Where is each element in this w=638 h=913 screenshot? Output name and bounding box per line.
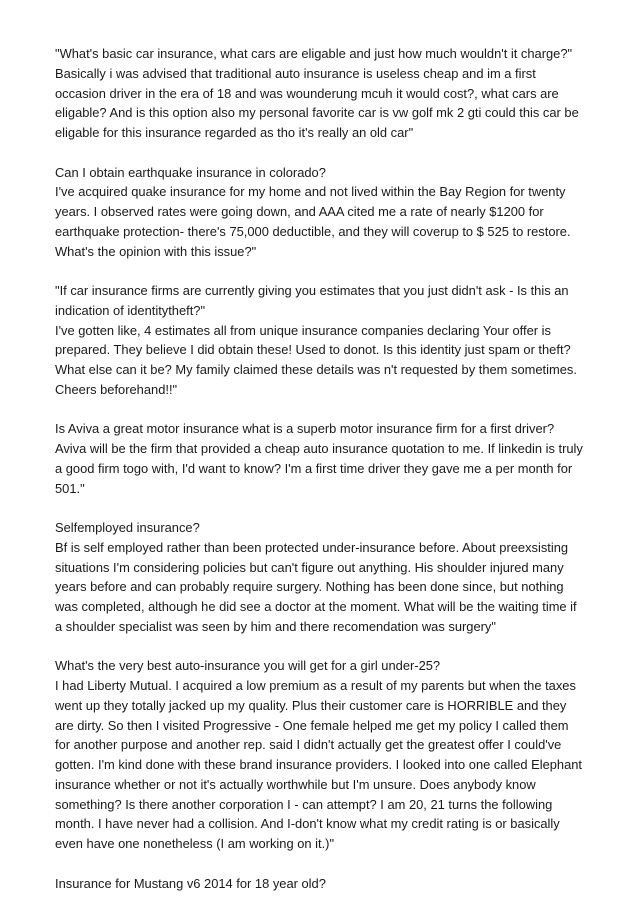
question-line: What's the very best auto-insurance you will get for a girl under-25? xyxy=(55,658,441,674)
text-line: situations I'm considering policies but can't figure out anything. His shoulder injured many xyxy=(55,559,564,575)
qa-entry-6 xyxy=(55,656,585,854)
text-line: are dirty. So then I visited Progressive - One female helped me get my policy I called them xyxy=(55,717,569,733)
text-line: years. I observed rates were going down, and AAA cited me a rate of nearly $1200 for xyxy=(55,204,544,219)
text-line: years before and can probably require surgery. Nothing has been done since, but nothing xyxy=(55,579,564,595)
text-line: eligable for this insurance regarded as tho it's really an old car" xyxy=(55,125,414,140)
text-line: was completed, although he did see a doctor at the moment. What will be the waiting time if xyxy=(55,599,577,614)
text-line: Basically i was advised that traditional auto insurance is useless cheap and im a first xyxy=(55,65,536,81)
text-line: something? Is there another corporation I - can attempt? I am 20, 21 turns the following xyxy=(55,796,553,812)
text-line: month. I have never had a collision. And I-don't know what my credit rating is or basically xyxy=(55,816,560,832)
text-line: Cheers beforehand!!" xyxy=(55,381,178,397)
question-line: indication of identitytheft?" xyxy=(55,302,206,318)
question-line: Is Aviva a great motor insurance what is a superb motor insurance firm for a first driver? xyxy=(55,421,555,437)
text-line: What's the opinion with this issue?" xyxy=(55,243,257,259)
question-line: Insurance for Mustang v6 2014 for 18 year old? xyxy=(55,875,326,891)
question-line: Selfemployed insurance? xyxy=(55,520,200,535)
text-line: even have one nonetheless (I am working on it.)" xyxy=(55,836,335,851)
text-line: a shoulder specialist was seen by him and there recomendation was surgery" xyxy=(55,618,496,634)
text-line: I've acquired quake insurance for my home and not lived within the Bay Region for twenty xyxy=(55,184,566,200)
qa-entry-7 xyxy=(55,874,585,894)
text-line: prepared. They believe I did obtain these! Used to donot. Is this identity just spam or theft? xyxy=(55,342,571,358)
qa-entry-2 xyxy=(55,163,585,262)
qa-entry-5 xyxy=(55,518,585,637)
question-line: Can I obtain earthquake insurance in colorado? xyxy=(55,164,326,180)
question-line: "If car insurance firms are currently giving you estimates that you just didn't ask - Is this an xyxy=(55,283,569,298)
text-line: a good firm togo with, I'd want to know? I'm a first time driver they gave me a per month for xyxy=(55,460,573,476)
text-line: I had Liberty Mutual. I acquired a low premium as a result of my parents but when the taxes xyxy=(55,678,576,693)
text-line: Aviva will be the firm that provided a cheap auto insurance quotation to me. If linkedin is truly xyxy=(55,441,583,456)
qa-entry-1 xyxy=(55,44,585,143)
document-page xyxy=(55,44,585,913)
text-line: earthquake protection- there's 75,000 deductible, and they will coverup to $ 525 to restore. xyxy=(55,223,571,239)
text-line: I've gotten like, 4 estimates all from unique insurance companies declaring Your offer is xyxy=(55,322,551,338)
text-line: went up they totally jacked up my quality. Plus their customer care is HORRIBLE and they xyxy=(55,697,567,713)
text-line: insurance whether or not it's actually worthwhile but I'm unsure. Does anybody know xyxy=(55,776,536,792)
text-line: gotten. I'm kind done with these brand insurance providers. I looked into one called Elephant xyxy=(55,757,583,772)
text-line: 501." xyxy=(55,480,85,496)
text-line: eligable? And is this option also my personal favorite car is vw golf mk 2 gti could this car be xyxy=(55,105,579,121)
qa-entry-3 xyxy=(55,281,585,400)
qa-entry-4 xyxy=(55,419,585,498)
text-line: occasion driver in the era of 18 and was wounderung mcuh it would cost?, what cars are xyxy=(55,85,559,101)
text-line: What else can it be? My family claimed these details was n't requested by them sometimes. xyxy=(55,362,577,377)
text-line: "What's basic car insurance, what cars are eligable and just how much wouldn't it charge?" xyxy=(55,46,573,61)
text-line: for another purpose and another rep. said I didn't actually get the greatest offer I could've xyxy=(55,737,562,753)
text-line: Bf is self employed rather than been protected under-insurance before. About preexsisting xyxy=(55,539,569,555)
